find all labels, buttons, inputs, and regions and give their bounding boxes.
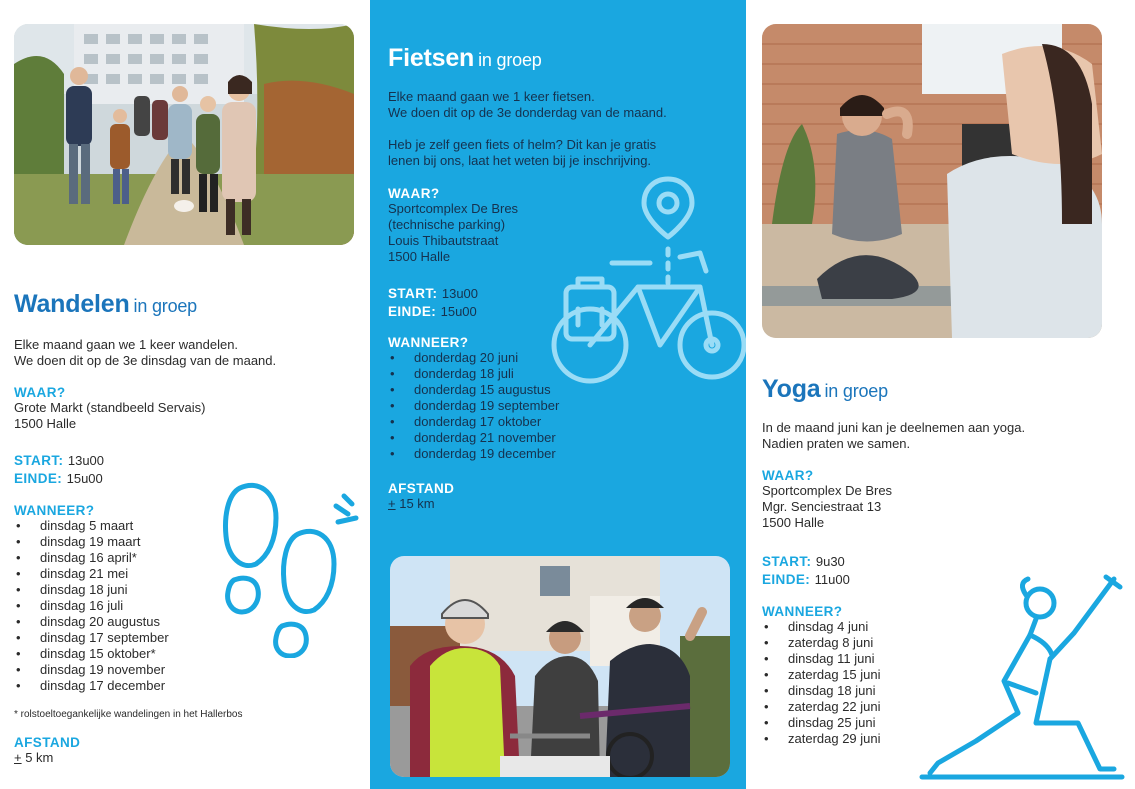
yoga-date-item: • dinsdag 25 juni xyxy=(762,715,881,731)
bike-einde-value: 15u00 xyxy=(440,304,477,319)
walk-wanneer-label: WANNEER? xyxy=(14,503,95,518)
walk-einde-label: EINDE: xyxy=(14,471,63,486)
walking-group-photo xyxy=(14,24,354,245)
yoga-pose-icon xyxy=(918,573,1128,783)
yoga-date-item: • dinsdag 4 juni xyxy=(762,619,881,635)
bike-date-item: • donderdag 15 augustus xyxy=(388,382,559,398)
walk-intro-1: Elke maand gaan we 1 keer wandelen. xyxy=(14,337,239,352)
bike-date-item: • donderdag 19 december xyxy=(388,446,559,462)
bike-column xyxy=(370,0,746,789)
bike-afstand-value: 15 km xyxy=(399,496,435,511)
bike-waar-label: WAAR? xyxy=(388,186,440,201)
bike-date-item: • donderdag 19 september xyxy=(388,398,559,414)
walk-date-item: • dinsdag 16 april* xyxy=(14,550,169,566)
bike-start-label: START: xyxy=(388,286,438,301)
walk-date-item: • dinsdag 20 augustus xyxy=(14,614,169,630)
bike-afstand-label: AFSTAND xyxy=(388,481,455,496)
walk-date-item: • dinsdag 16 juli xyxy=(14,598,169,614)
walk-waar-label: WAAR? xyxy=(14,385,66,400)
walk-afstand-plusminus: + xyxy=(14,750,22,765)
yoga-waar-label: WAAR? xyxy=(762,468,814,483)
walk-date-item: • dinsdag 17 september xyxy=(14,630,169,646)
yoga-column xyxy=(746,0,1135,789)
bike-address-line: 1500 Halle xyxy=(388,249,451,264)
yoga-date-item: • dinsdag 11 juni xyxy=(762,651,881,667)
bike-address-line: Sportcomplex De Bres xyxy=(388,201,519,216)
bike-intro-4: lenen bij ons, laat het weten bij je inschrijving. xyxy=(388,153,652,168)
yoga-photo xyxy=(762,24,1102,338)
bike-start-value: 13u00 xyxy=(441,286,479,301)
walk-date-item: • dinsdag 17 december xyxy=(14,678,169,694)
walk-einde-value: 15u00 xyxy=(66,471,103,486)
walk-intro-2: We doen dit op de 3e dinsdag van de maand. xyxy=(14,353,277,368)
walk-date-item: • dinsdag 21 mei xyxy=(14,566,169,582)
bike-date-item: • donderdag 21 november xyxy=(388,430,559,446)
bike-title-sub: in groep xyxy=(478,50,542,70)
yoga-address-line: Sportcomplex De Bres xyxy=(762,483,893,498)
yoga-intro-1: In de maand juni kan je deelnemen aan yoga. xyxy=(762,420,1026,435)
bike-afstand-plusminus: + xyxy=(388,496,396,511)
yoga-date-item: • zaterdag 15 juni xyxy=(762,667,881,683)
cycling-group-photo xyxy=(390,556,730,777)
bike-einde-label: EINDE: xyxy=(388,304,437,319)
walk-date-item: • dinsdag 5 maart xyxy=(14,518,169,534)
yoga-title-sub: in groep xyxy=(824,381,888,401)
bike-date-item: • donderdag 20 juni xyxy=(388,350,559,366)
yoga-date-item: • zaterdag 22 juni xyxy=(762,699,881,715)
walk-date-item: • dinsdag 18 juni xyxy=(14,582,169,598)
yoga-date-item: • zaterdag 8 juni xyxy=(762,635,881,651)
yoga-date-item: • zaterdag 29 juni xyxy=(762,731,881,747)
walk-date-item: • dinsdag 19 maart xyxy=(14,534,169,550)
yoga-address-line: Mgr. Senciestraat 13 xyxy=(762,499,882,514)
bike-date-item: • donderdag 17 oktober xyxy=(388,414,559,430)
bike-address-line: (technische parking) xyxy=(388,217,506,232)
footprints-icon xyxy=(212,478,368,658)
bike-intro-1: Elke maand gaan we 1 keer fietsen. xyxy=(388,89,595,104)
yoga-date-item: • dinsdag 18 juni xyxy=(762,683,881,699)
yoga-wanneer-label: WANNEER? xyxy=(762,604,843,619)
yoga-start-label: START: xyxy=(762,554,812,569)
walk-afstand-value: 5 km xyxy=(25,750,54,765)
walk-start-label: START: xyxy=(14,453,64,468)
bike-title: Fietsen in groep xyxy=(388,44,542,72)
yoga-einde-label: EINDE: xyxy=(762,572,811,587)
bike-address-line: Louis Thibautstraat xyxy=(388,233,499,248)
bike-intro-2: We doen dit op de 3e donderdag van de maand. xyxy=(388,105,667,120)
walk-date-item: • dinsdag 15 oktober* xyxy=(14,646,169,662)
walk-afstand-label: AFSTAND xyxy=(14,735,81,750)
walk-date-item: • dinsdag 19 november xyxy=(14,662,169,678)
walk-footnote: * rolstoeltoegankelijke wandelingen in het Hallerbos xyxy=(14,709,243,720)
walk-address-line: Grote Markt (standbeeld Servais) xyxy=(14,400,206,415)
walk-title: Wandelen in groep xyxy=(14,290,197,318)
bike-dates-list xyxy=(388,350,559,462)
bicycle-location-icon xyxy=(550,175,746,385)
yoga-dates-list xyxy=(762,619,881,747)
walk-title-sub: in groep xyxy=(133,296,197,316)
yoga-intro-2: Nadien praten we samen. xyxy=(762,436,911,451)
walk-column xyxy=(0,0,370,789)
walk-start-value: 13u00 xyxy=(67,453,105,468)
yoga-einde-value: 11u00 xyxy=(814,572,850,587)
walk-address-line: 1500 Halle xyxy=(14,416,77,431)
bike-wanneer-label: WANNEER? xyxy=(388,335,469,350)
bike-intro-3: Heb je zelf geen fiets of helm? Dit kan je gratis xyxy=(388,137,657,152)
yoga-start-value: 9u30 xyxy=(815,554,845,569)
bike-date-item: • donderdag 18 juli xyxy=(388,366,559,382)
yoga-address-line: 1500 Halle xyxy=(762,515,825,530)
yoga-title: Yoga in groep xyxy=(762,375,888,403)
walk-dates-list xyxy=(14,518,169,694)
